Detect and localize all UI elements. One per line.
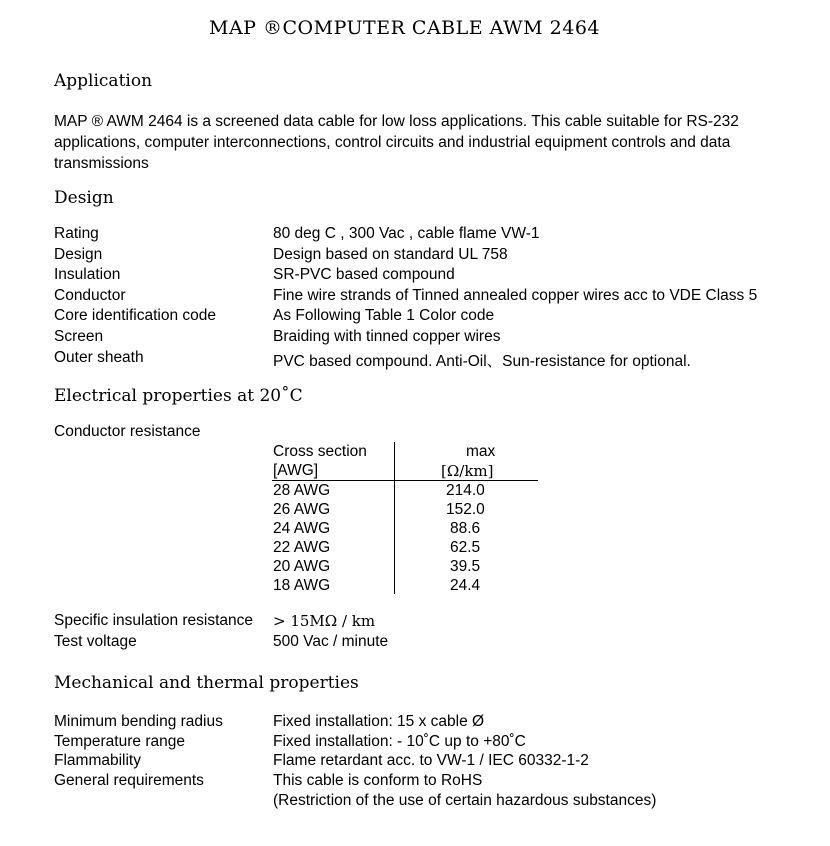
insulation-resistance-label: Specific insulation resistance xyxy=(54,612,254,629)
mechanical-row-label: General requirements xyxy=(54,772,204,789)
mechanical-heading: Mechanical and thermal properties xyxy=(54,673,359,693)
table-cell-awg: 24 AWG xyxy=(273,520,331,537)
design-row-label: Outer sheath xyxy=(54,349,144,366)
test-voltage-label: Test voltage xyxy=(54,633,137,650)
insulation-resistance-value: > 15MΩ / km xyxy=(273,612,376,630)
design-row-label: Design xyxy=(54,246,103,263)
table-cell-max: 88.6 xyxy=(450,520,481,537)
conductor-resistance-table xyxy=(272,442,540,594)
design-row-value: Design based on standard UL 758 xyxy=(273,246,508,263)
design-row-value: As Following Table 1 Color code xyxy=(273,307,495,324)
design-row-label: Core identification code xyxy=(54,307,216,324)
design-row-label: Rating xyxy=(54,225,99,242)
design-row-value: Braiding with tinned copper wires xyxy=(273,328,501,345)
table-cell-awg: 22 AWG xyxy=(273,539,331,556)
table-header-divider xyxy=(272,480,538,481)
document-title: MAP ®COMPUTER CABLE AWM 2464 xyxy=(209,17,600,39)
mechanical-row-value: Fixed installation: 15 x cable Ø xyxy=(273,713,485,730)
application-text: MAP ® AWM 2464 is a screened data cable for low loss applications. This cable suitable for RS-232 applications, computer interconnections, control circuits and industrial equipment controls and data transmissions xyxy=(54,113,739,172)
mechanical-row-label: Flammability xyxy=(54,752,141,769)
mechanical-row-label: Temperature range xyxy=(54,733,185,750)
table-cell-max: 24.4 xyxy=(450,577,481,594)
table-cell-awg: 28 AWG xyxy=(273,482,331,499)
design-heading: Design xyxy=(54,188,114,208)
design-row-label: Conductor xyxy=(54,287,126,304)
mechanical-row-value: Flame retardant acc. to VW-1 / IEC 60332-1-2 xyxy=(273,752,589,769)
design-row-value: PVC based compound. Anti-Oil、Sun-resistance for optional. xyxy=(273,353,691,370)
table-cell-max: 62.5 xyxy=(450,539,481,556)
test-voltage-value: 500 Vac / minute xyxy=(273,633,389,650)
design-row-value: SR-PVC based compound xyxy=(273,266,455,283)
mechanical-row-label: Minimum bending radius xyxy=(54,713,223,730)
table-header-awg-unit: [AWG] xyxy=(273,462,319,479)
mechanical-row-value: Fixed installation: - 10˚C up to +80˚C xyxy=(273,733,526,750)
table-column-divider xyxy=(394,442,395,594)
electrical-heading: Electrical properties at 20˚C xyxy=(54,386,303,406)
conductor-resistance-label: Conductor resistance xyxy=(54,423,201,440)
table-cell-max: 214.0 xyxy=(446,482,485,499)
table-cell-max: 152.0 xyxy=(446,501,485,518)
table-header-max: max xyxy=(466,443,496,460)
table-cell-max: 39.5 xyxy=(450,558,481,575)
table-cell-awg: 18 AWG xyxy=(273,577,331,594)
mechanical-row-value: (Restriction of the use of certain hazardous substances) xyxy=(273,792,657,809)
design-row-value: 80 deg C , 300 Vac , cable flame VW-1 xyxy=(273,225,540,242)
design-row-label: Screen xyxy=(54,328,104,345)
table-cell-awg: 20 AWG xyxy=(273,558,331,575)
application-heading: Application xyxy=(54,71,153,91)
design-row-value: Fine wire strands of Tinned annealed copper wires acc to VDE Class 5 xyxy=(273,287,758,304)
table-cell-awg: 26 AWG xyxy=(273,501,331,518)
design-row-label: Insulation xyxy=(54,266,121,283)
table-header-ohm-unit: [Ω/km] xyxy=(441,462,494,480)
mechanical-row-value: This cable is conform to RoHS xyxy=(273,772,483,789)
table-header-cross-section: Cross section xyxy=(273,443,367,460)
